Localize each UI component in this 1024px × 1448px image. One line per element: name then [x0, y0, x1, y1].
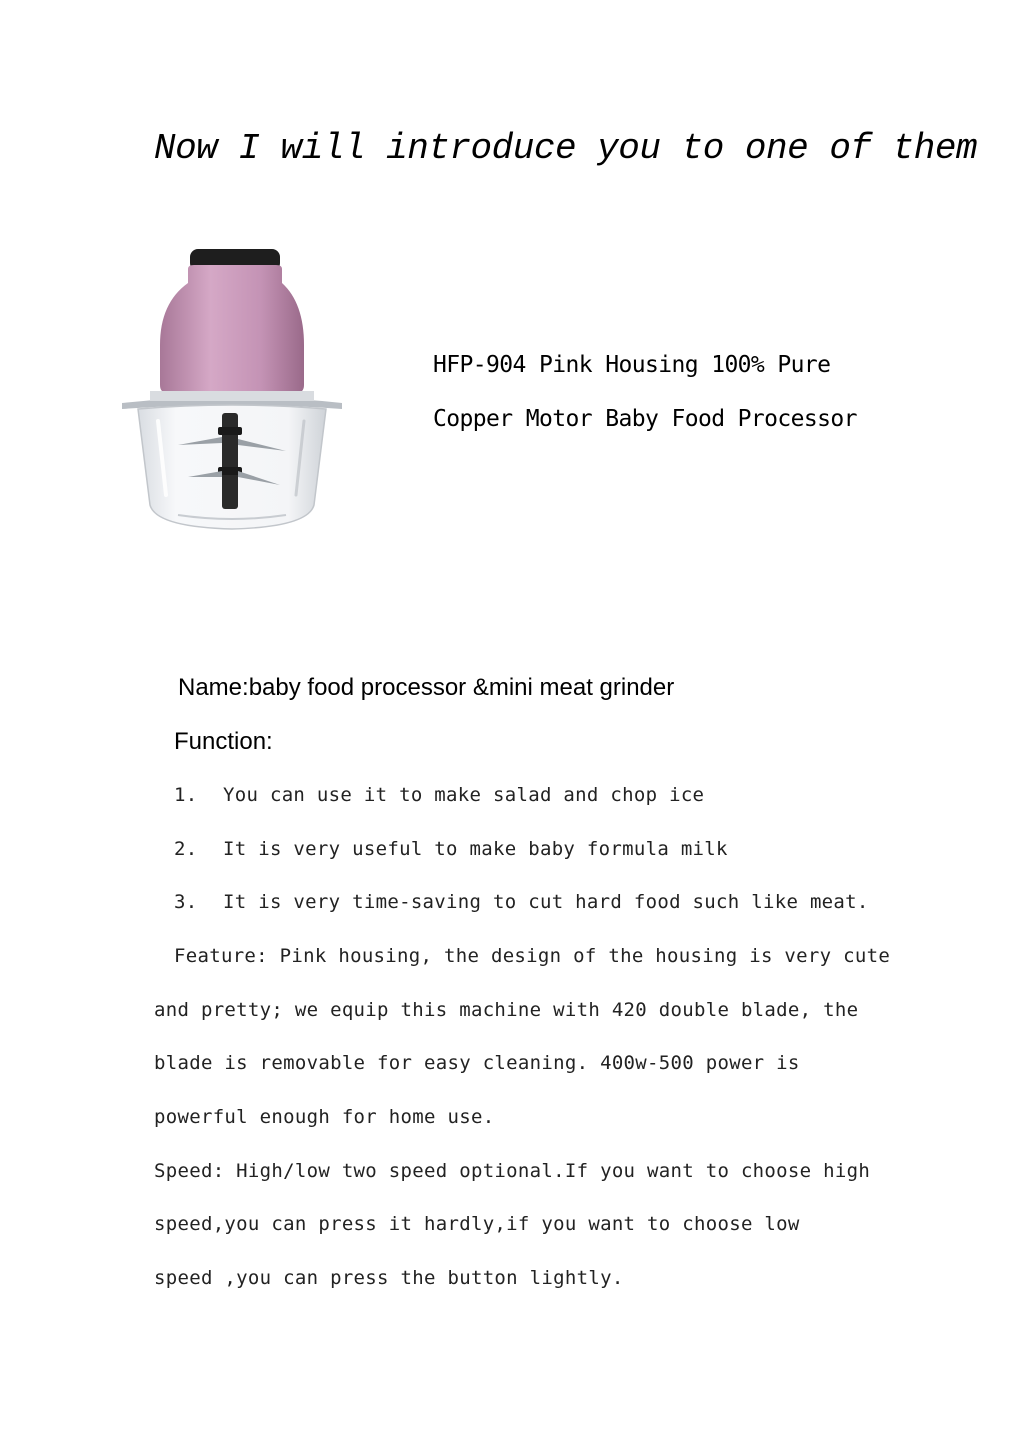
- product-title-line1: HFP-904 Pink Housing 100% Pure: [433, 352, 831, 378]
- product-title-line2: Copper Motor Baby Food Processor: [433, 406, 857, 432]
- feature-paragraph-line: and pretty; we equip this machine with 420 double blade, the: [154, 999, 859, 1021]
- function-item-text: It is very useful to make baby formula milk: [223, 838, 728, 860]
- feature-paragraph-line: blade is removable for easy cleaning. 400w-500 power is: [154, 1052, 800, 1074]
- function-item-text: It is very time-saving to cut hard food such like meat.: [223, 891, 869, 913]
- function-item-text: You can use it to make salad and chop ice: [223, 784, 705, 806]
- function-item-number: 1.: [174, 784, 198, 806]
- baby-food-processor-image: [118, 245, 346, 535]
- function-label: Function:: [174, 728, 273, 755]
- function-item-number: 2.: [174, 838, 198, 860]
- speed-paragraph-line: Speed: High/low two speed optional.If you want to choose high: [154, 1160, 871, 1182]
- feature-paragraph-line: Feature: Pink housing, the design of the housing is very cute: [174, 945, 891, 967]
- speed-paragraph-line: speed ,you can press the button lightly.: [154, 1267, 624, 1289]
- function-item-number: 3.: [174, 891, 198, 913]
- speed-paragraph-line: speed,you can press it hardly,if you want to choose low: [154, 1213, 800, 1235]
- feature-paragraph-line: powerful enough for home use.: [154, 1106, 495, 1128]
- page-heading: Now I will introduce you to one of them: [154, 128, 978, 169]
- product-name: Name:baby food processor &mini meat grinder: [178, 674, 675, 701]
